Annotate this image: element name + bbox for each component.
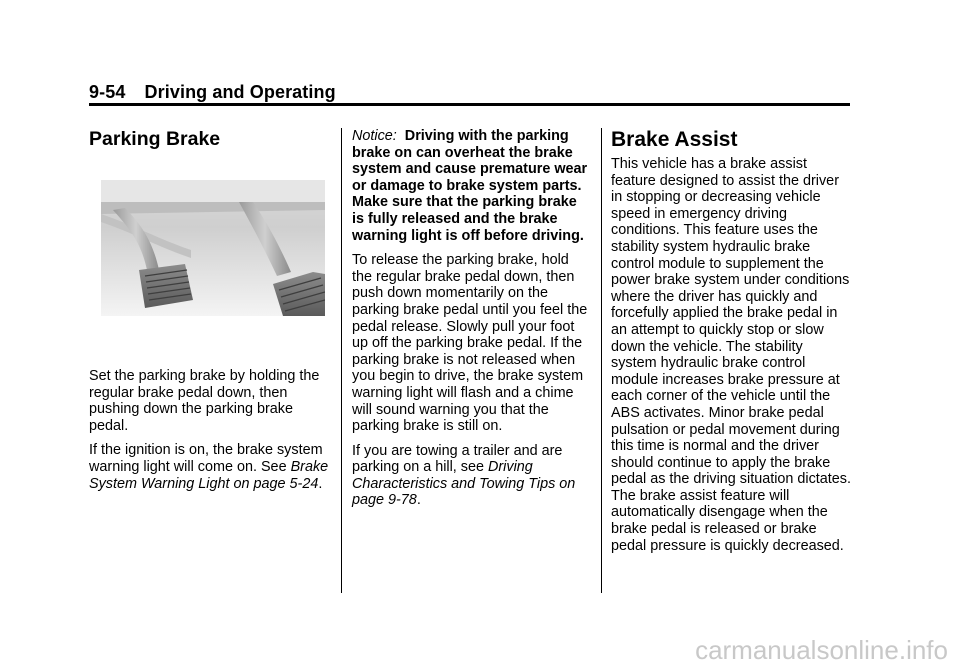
notice-label: Notice: xyxy=(352,128,397,144)
brake-assist-column xyxy=(611,156,851,562)
notice-paragraph xyxy=(352,128,592,244)
para2-suffix: . xyxy=(318,475,323,492)
section-title: Driving and Operating xyxy=(144,82,336,102)
towing-tips-reference[interactable]: Driving Characteristics and Towing Tips on page 9-78 xyxy=(352,459,576,509)
parking-brake-column xyxy=(89,368,329,500)
towing-suffix: . xyxy=(416,492,421,509)
pedals-illustration xyxy=(101,180,325,316)
release-instructions: To release the parking brake, hold the regular brake pedal down, then push down momentarily on the parking brake pedal until you feel the pedal release. Slowly pull your foot up off the parking brake pedal. If the parking brake is not released when you begin to drive, the brake system warning light will flash and a chime will sound warning you that the parking brake is still on. xyxy=(352,252,588,435)
towing-prefix: If you are towing a trailer and are parking on a hill, see xyxy=(352,442,563,476)
para2-prefix: If the ignition is on, the brake system warning light will come on. See xyxy=(89,442,323,475)
page-number: 9-54 xyxy=(89,82,126,102)
column-divider-1 xyxy=(341,128,342,593)
notice-column xyxy=(352,128,592,517)
watermark: carmanualsonline.info xyxy=(695,635,948,665)
towing-paragraph xyxy=(352,443,592,509)
parking-brake-para1: Set the parking brake by holding the regular brake pedal down, then pushing down the parking brake pedal. xyxy=(89,368,320,434)
notice-body: Driving with the parking brake on can overheat the brake system and cause premature wear or damage to brake system parts. Make sure that the parking brake is fully released and the brake warning light is off before driving. xyxy=(352,128,588,244)
parking-brake-heading: Parking Brake xyxy=(89,128,221,150)
brake-assist-heading: Brake Assist xyxy=(611,128,738,151)
page-header xyxy=(89,82,336,103)
column-divider-2 xyxy=(601,128,602,593)
header-rule xyxy=(89,103,850,106)
brake-warning-light-reference[interactable]: Brake System Warning Light on page 5-24 xyxy=(89,458,329,492)
brake-assist-body: This vehicle has a brake assist feature designed to assist the driver in stopping or decreasing vehicle speed in emergency driving conditions. This feature uses the stability system hydraulic brake control module to supplement the power brake system under conditions where the driver has quickly and forcefully applied the brake pedal in an attempt to quickly stop or slow down the vehicle. The stability system hydraulic brake control module increases brake pressure at each corner of the vehicle until the ABS activates. Minor brake pedal pulsation or pedal movement during this time is normal and the driver should continue to apply the brake pedal as the driving situation dictates. The brake assist feature will automatically disengage when the brake pedal is released or brake pedal pressure is quickly decreased. xyxy=(611,156,851,554)
parking-brake-para2 xyxy=(89,442,329,492)
